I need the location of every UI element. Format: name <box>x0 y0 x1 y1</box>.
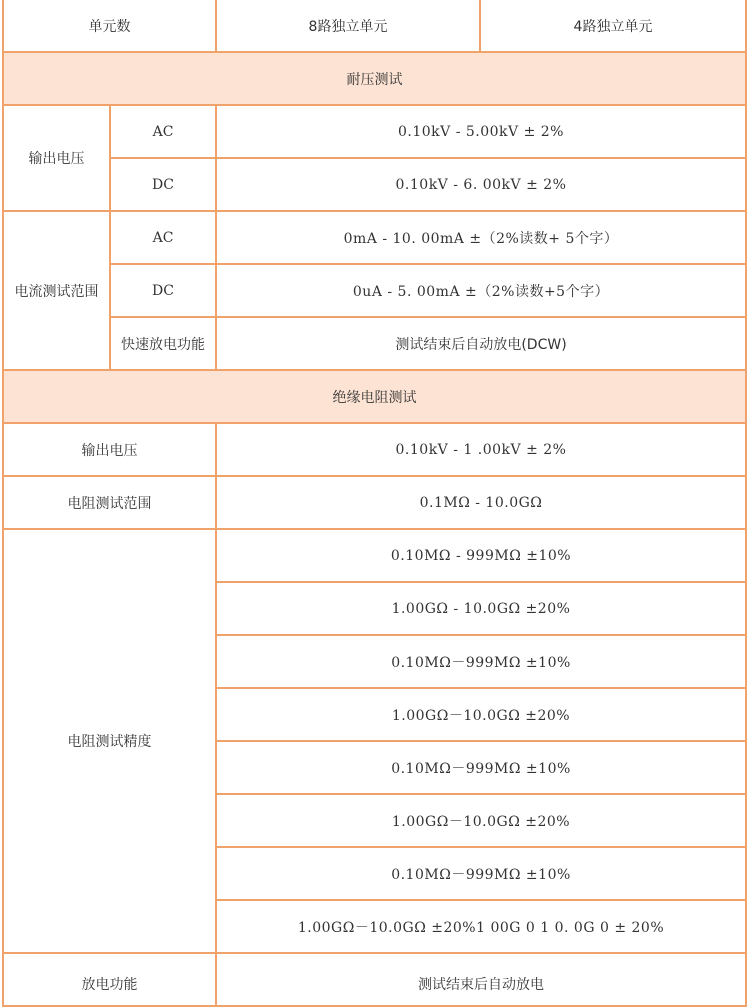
table-row <box>3 529 746 582</box>
table-row <box>3 264 746 317</box>
table-row <box>3 158 746 211</box>
hipot-dc-label: DC <box>110 158 216 211</box>
table-row <box>3 953 746 1006</box>
ir-output-voltage-label: 输出电压 <box>3 423 216 476</box>
hipot-current-range-label: 电流测试范围 <box>3 211 110 370</box>
hipot-section-title: 耐压测试 <box>3 52 746 105</box>
insulation-section-row <box>3 370 746 423</box>
ir-resistance-range-value: 0.1MΩ - 10.0GΩ <box>216 476 746 529</box>
table-row <box>3 105 746 158</box>
ir-accuracy-value: 1.00GΩ－10.0GΩ ±20%1 00G 0 1 0. 0G 0 ± 20% <box>216 900 746 953</box>
hipot-ac-voltage: 0.10kV - 5.00kV ± 2% <box>216 105 746 158</box>
table-row <box>3 476 746 529</box>
table-row <box>3 211 746 264</box>
ir-resistance-range-label: 电阻测试范围 <box>3 476 216 529</box>
four-channel-header: 4路独立单元 <box>480 0 746 52</box>
hipot-current-dc-label: DC <box>110 264 216 317</box>
fast-discharge-label: 快速放电功能 <box>110 317 216 370</box>
table-row <box>3 423 746 476</box>
ir-discharge-value-cell <box>216 953 746 1006</box>
table-row <box>3 317 746 370</box>
hipot-dc-voltage: 0.10kV - 6. 00kV ± 2% <box>216 158 746 211</box>
ir-output-voltage-value: 0.10kV - 1 .00kV ± 2% <box>216 423 746 476</box>
hipot-dc-current: 0uA - 5. 00mA ±（2%读数+5个字） <box>216 264 746 317</box>
spec-table <box>2 0 747 1007</box>
ir-accuracy-value: 0.10MΩ－999MΩ ±10% <box>216 635 746 688</box>
ir-discharge-value: 测试结束后自动放电 <box>418 977 544 993</box>
hipot-ac-label: AC <box>110 105 216 158</box>
header-row <box>3 0 746 52</box>
hipot-current-ac-label: AC <box>110 211 216 264</box>
ir-accuracy-value: 1.00GΩ－10.0GΩ ±20% <box>216 794 746 847</box>
ir-accuracy-value: 0.10MΩ－999MΩ ±10% <box>216 847 746 900</box>
ir-discharge-label-cell <box>3 953 216 1006</box>
ir-discharge-label: 放电功能 <box>81 977 138 993</box>
insulation-section-title: 绝缘电阻测试 <box>3 370 746 423</box>
ir-accuracy-value: 1.00GΩ - 10.0GΩ ±20% <box>216 582 746 635</box>
ir-accuracy-label: 电阻测试精度 <box>3 529 216 953</box>
hipot-ac-current: 0mA - 10. 00mA ±（2%读数+ 5个字） <box>216 211 746 264</box>
ir-accuracy-value: 0.10MΩ - 999MΩ ±10% <box>216 529 746 582</box>
eight-channel-header: 8路独立单元 <box>216 0 480 52</box>
fast-discharge-value: 测试结束后自动放电(DCW) <box>216 317 746 370</box>
unit-count-label: 单元数 <box>3 0 216 52</box>
hipot-output-voltage-label: 输出电压 <box>3 105 110 211</box>
hipot-section-row <box>3 52 746 105</box>
ir-accuracy-value: 0.10MΩ－999MΩ ±10% <box>216 741 746 794</box>
ir-accuracy-value: 1.00GΩ－10.0GΩ ±20% <box>216 688 746 741</box>
